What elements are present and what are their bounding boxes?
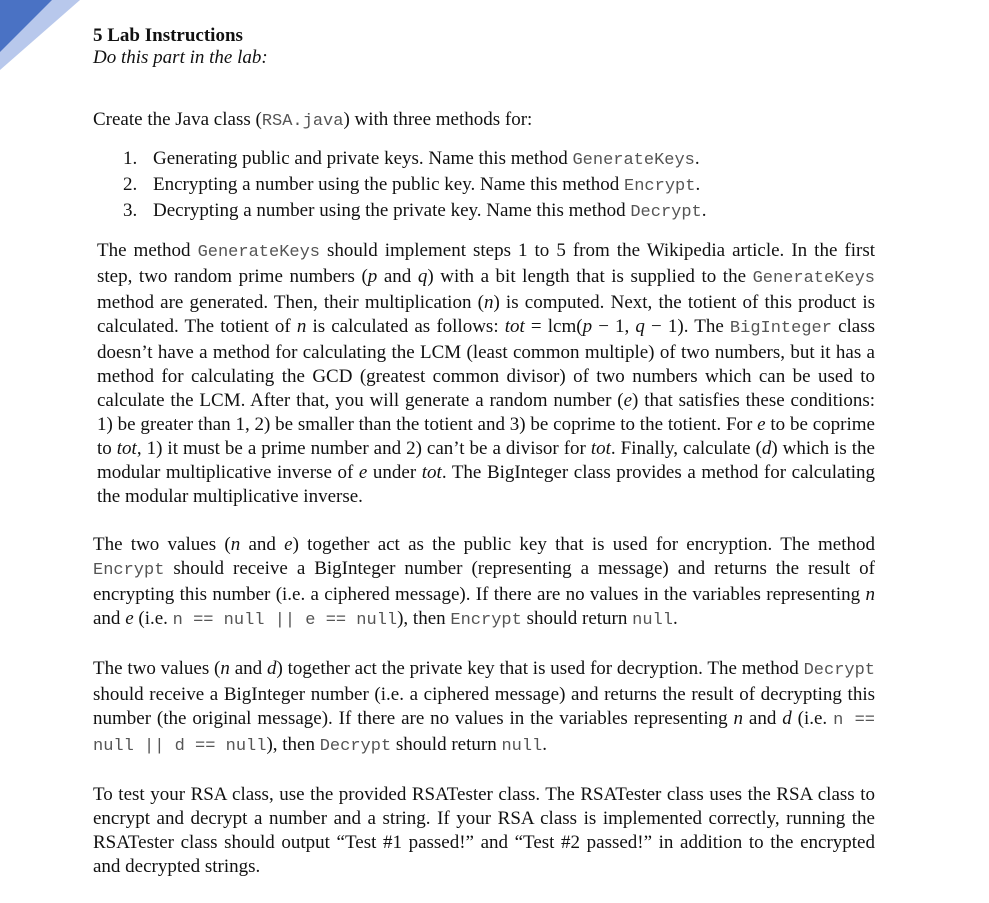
corner-decoration	[0, 0, 80, 70]
testing-paragraph: To test your RSA class, use the provided RSATester class. The RSATester class uses the RSA class to encrypt and decrypt a number and a string. If your RSA class is implemented correctly, running the RSATester class should output “Test #1 passed!” and “Test #2 passed!” in addition to the encrypted and decrypted strings.	[93, 784, 875, 877]
section-subheading: Do this part in the lab:	[93, 47, 268, 68]
generatekeys-paragraph: The method GenerateKeys should implement steps 1 to 5 from the Wikipedia article. In the first step, two random prime numbers (p and q) with a bit length that is supplied to the GenerateKeys method are generated. Then, their multiplication (n) is computed. Next, the totient of this product is calculated. The totient of n is calculated as follows: tot = lcm(p − 1, q − 1). The BigInteger class doesn’t have a method for calculating the LCM (least common multiple) of two numbers, but it has a method for calculating the GCD (greatest common divisor) of two numbers which can be used to calculate the LCM. After that, you will generate a random number (e) that satisfies these conditions: 1) be greater than 1, 2) be smaller than the totient and 3) be coprime to the totient. For e to be coprime to tot, 1) it must be a prime number and 2) can’t be a divisor for tot. Finally, calculate (d) which is the modular multiplicative inverse of e under tot. The BigInteger class provides a method for calculating the modular multiplicative inverse.	[97, 240, 876, 507]
list-item: 3. Decrypting a number using the private key. Name this method Decrypt.	[123, 200, 707, 222]
list-item: 2. Encrypting a number using the public key. Name this method Encrypt.	[123, 174, 701, 196]
decrypt-paragraph: The two values (n and d) together act the private key that is used for decryption. The method Decrypt should receive a BigInteger number (i.e. a ciphered message) and returns the result of decrypting this number (the original message). If there are no values in the variables representing n and d (i.e. n == null || d == null), then Decrypt should return null.	[93, 658, 876, 756]
section-heading: 5 Lab Instructions	[93, 25, 243, 46]
document-page	[93, 25, 875, 903]
list-item: 1. Generating public and private keys. Name this method GenerateKeys.	[123, 148, 700, 170]
methods-list	[93, 147, 875, 225]
encrypt-paragraph: The two values (n and e) together act as the public key that is used for encryption. The method Encrypt should receive a BigInteger number (representing a message) and returns the result of encrypting this number (i.e. a ciphered message). If there are no values in the variables representing n and e (i.e. n == null || e == null), then Encrypt should return null.	[93, 534, 875, 630]
intro-paragraph: Create the Java class (RSA.java) with three methods for:	[93, 109, 533, 131]
code-class-name: RSA.java	[261, 112, 344, 131]
